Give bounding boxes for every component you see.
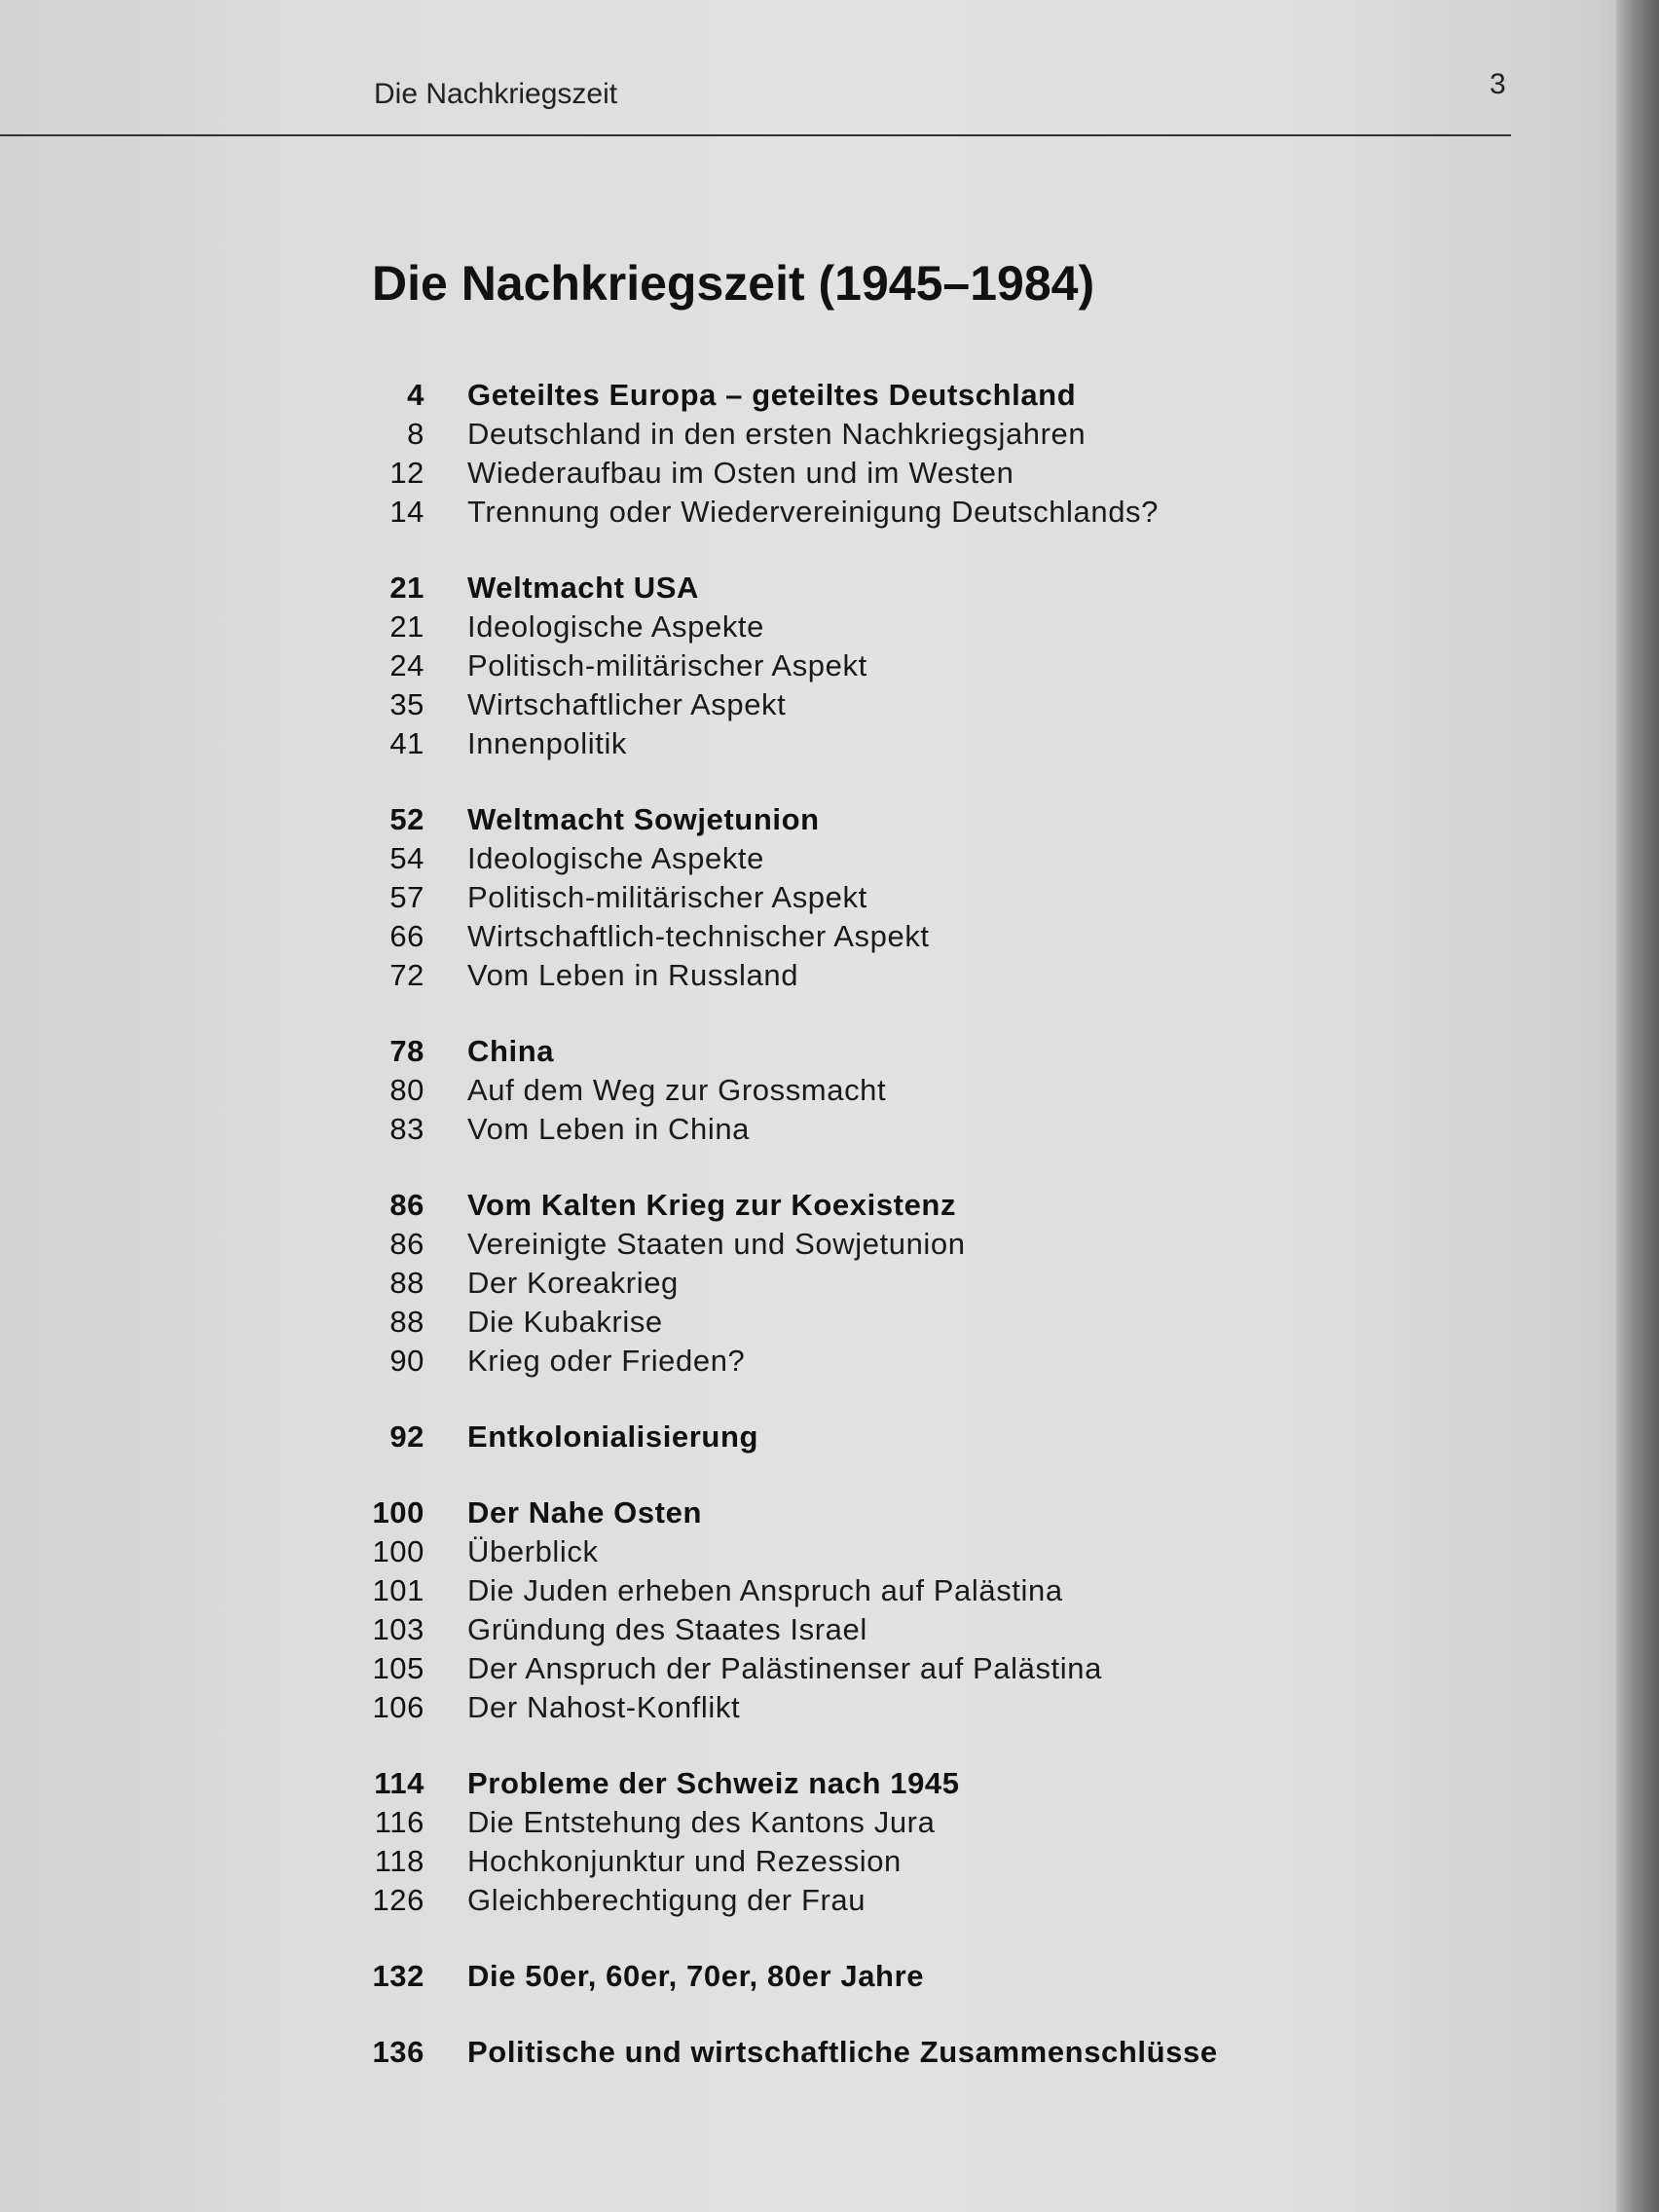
toc-entry-title: Ideologische Aspekte bbox=[467, 609, 764, 644]
toc-entry-page: 80 bbox=[389, 1073, 424, 1107]
toc-entry-page: 126 bbox=[372, 1883, 424, 1917]
toc-chapter-heading-page: 52 bbox=[389, 802, 424, 836]
toc-entry-title: Der Anspruch der Palästinenser auf Palästina bbox=[467, 1651, 1102, 1685]
toc-chapter-heading bbox=[360, 571, 1334, 609]
toc-chapter-heading-title: China bbox=[467, 1034, 555, 1068]
toc-entry-page: 103 bbox=[372, 1612, 424, 1646]
toc-section bbox=[360, 1766, 1334, 1922]
toc-chapter-heading-page: 21 bbox=[389, 571, 424, 605]
toc-section bbox=[360, 1188, 1334, 1382]
toc-entry-page: 72 bbox=[389, 958, 424, 992]
toc-entry-title: Vereinigte Staaten und Sowjetunion bbox=[467, 1227, 966, 1261]
toc-chapter-heading bbox=[360, 1959, 1334, 1998]
toc-entry-title: Hochkonjunktur und Rezession bbox=[467, 1844, 902, 1878]
toc-entry bbox=[360, 456, 1334, 495]
toc-entry-page: 24 bbox=[389, 648, 424, 682]
toc-entry bbox=[360, 880, 1334, 919]
toc-entry bbox=[360, 1805, 1334, 1844]
toc-entry-page: 90 bbox=[389, 1344, 424, 1378]
toc-entry bbox=[360, 1690, 1334, 1729]
toc-section bbox=[360, 1419, 1334, 1458]
toc-chapter-heading-page: 86 bbox=[389, 1188, 424, 1222]
toc-entry-title: Gleichberechtigung der Frau bbox=[467, 1883, 866, 1917]
toc-entry-title: Innenpolitik bbox=[467, 726, 628, 760]
toc-entry-page: 88 bbox=[389, 1305, 424, 1339]
toc-entry-page: 21 bbox=[389, 609, 424, 644]
toc-entry-title: Die Juden erheben Anspruch auf Palästina bbox=[467, 1573, 1063, 1607]
toc-chapter-heading bbox=[360, 1034, 1334, 1073]
toc-chapter-heading bbox=[360, 378, 1334, 417]
toc-entry-title: Politisch-militärischer Aspekt bbox=[467, 648, 867, 682]
toc-entry bbox=[360, 1534, 1334, 1573]
toc-entry-title: Wiederaufbau im Osten und im Westen bbox=[467, 456, 1014, 490]
toc-chapter-heading bbox=[360, 1419, 1334, 1458]
toc-entry-page: 105 bbox=[372, 1651, 424, 1685]
toc-entry-title: Der Koreakrieg bbox=[467, 1266, 679, 1300]
toc-section bbox=[360, 1495, 1334, 1729]
toc-chapter-heading-page: 4 bbox=[407, 378, 424, 412]
toc-entry-title: Wirtschaftlich-technischer Aspekt bbox=[467, 919, 930, 953]
toc-entry-page: 118 bbox=[374, 1844, 424, 1878]
toc-entry-title: Die Entstehung des Kantons Jura bbox=[467, 1805, 936, 1839]
toc-chapter-heading bbox=[360, 1188, 1334, 1227]
toc-chapter-heading-title: Weltmacht Sowjetunion bbox=[467, 802, 820, 836]
toc-entry bbox=[360, 726, 1334, 765]
toc-entry bbox=[360, 687, 1334, 726]
toc-entry-page: 101 bbox=[372, 1573, 424, 1607]
toc-entry-title: Vom Leben in Russland bbox=[467, 958, 799, 992]
toc-chapter-heading-page: 100 bbox=[372, 1495, 424, 1530]
toc-chapter-heading-page: 136 bbox=[372, 2035, 424, 2069]
toc-chapter-heading-title: Die 50er, 60er, 70er, 80er Jahre bbox=[467, 1959, 925, 1993]
page-number: 3 bbox=[1490, 68, 1506, 100]
page-title: Die Nachkriegszeit (1945–1984) bbox=[372, 256, 1095, 311]
toc-entry-page: 106 bbox=[372, 1690, 424, 1724]
toc-chapter-heading-title: Geteiltes Europa – geteiltes Deutschland bbox=[467, 378, 1077, 412]
toc-entry-title: Überblick bbox=[467, 1534, 599, 1568]
toc-entry-page: 86 bbox=[389, 1227, 424, 1261]
toc-entry bbox=[360, 417, 1334, 456]
toc-entry-title: Der Nahost-Konflikt bbox=[467, 1690, 741, 1724]
toc-chapter-heading bbox=[360, 1766, 1334, 1805]
toc-entry-title: Krieg oder Frieden? bbox=[467, 1344, 746, 1378]
toc-chapter-heading-title: Vom Kalten Krieg zur Koexistenz bbox=[467, 1188, 957, 1222]
table-of-contents bbox=[360, 378, 1334, 2111]
toc-entry bbox=[360, 841, 1334, 880]
toc-chapter-heading bbox=[360, 1495, 1334, 1534]
toc-entry-page: 100 bbox=[372, 1534, 424, 1568]
toc-entry bbox=[360, 1266, 1334, 1305]
toc-entry-title: Vom Leben in China bbox=[467, 1112, 750, 1146]
toc-entry-title: Ideologische Aspekte bbox=[467, 841, 764, 875]
toc-entry bbox=[360, 1844, 1334, 1883]
toc-entry-title: Deutschland in den ersten Nachkriegsjahren bbox=[467, 417, 1087, 451]
toc-entry bbox=[360, 609, 1334, 648]
toc-section bbox=[360, 378, 1334, 534]
toc-entry bbox=[360, 1344, 1334, 1382]
toc-entry bbox=[360, 1227, 1334, 1266]
toc-section bbox=[360, 802, 1334, 997]
toc-entry-page: 66 bbox=[389, 919, 424, 953]
toc-chapter-heading-title: Probleme der Schweiz nach 1945 bbox=[467, 1766, 960, 1800]
toc-entry bbox=[360, 1112, 1334, 1151]
toc-chapter-heading-page: 92 bbox=[389, 1419, 424, 1454]
toc-chapter-heading-title: Politische und wirtschaftliche Zusammenschlüsse bbox=[467, 2035, 1218, 2069]
toc-entry-title: Gründung des Staates Israel bbox=[467, 1612, 867, 1646]
toc-entry bbox=[360, 1651, 1334, 1690]
toc-entry-page: 8 bbox=[407, 417, 424, 451]
toc-chapter-heading bbox=[360, 2035, 1334, 2074]
toc-entry-page: 116 bbox=[374, 1805, 424, 1839]
toc-entry-page: 14 bbox=[389, 495, 424, 529]
toc-chapter-heading-page: 78 bbox=[389, 1034, 424, 1068]
toc-entry bbox=[360, 1305, 1334, 1344]
toc-entry-title: Politisch-militärischer Aspekt bbox=[467, 880, 867, 914]
toc-entry bbox=[360, 1073, 1334, 1112]
toc-chapter-heading-page: 114 bbox=[374, 1766, 424, 1800]
toc-section bbox=[360, 2035, 1334, 2074]
toc-entry-title: Wirtschaftlicher Aspekt bbox=[467, 687, 787, 721]
toc-chapter-heading bbox=[360, 802, 1334, 841]
toc-entry bbox=[360, 919, 1334, 958]
toc-chapter-heading-page: 132 bbox=[372, 1959, 424, 1993]
toc-entry-page: 57 bbox=[389, 880, 424, 914]
toc-entry-page: 35 bbox=[389, 687, 424, 721]
toc-section bbox=[360, 1034, 1334, 1151]
toc-entry-page: 83 bbox=[389, 1112, 424, 1146]
toc-section bbox=[360, 571, 1334, 765]
toc-section bbox=[360, 1959, 1334, 1998]
toc-entry bbox=[360, 648, 1334, 687]
toc-chapter-heading-title: Der Nahe Osten bbox=[467, 1495, 702, 1530]
toc-entry bbox=[360, 1573, 1334, 1612]
toc-entry bbox=[360, 1612, 1334, 1651]
toc-entry bbox=[360, 1883, 1334, 1922]
toc-entry-title: Die Kubakrise bbox=[467, 1305, 663, 1339]
toc-entry-page: 54 bbox=[389, 841, 424, 875]
page-edge-shadow bbox=[1616, 0, 1659, 2212]
toc-entry-title: Trennung oder Wiedervereinigung Deutschlands? bbox=[467, 495, 1159, 529]
toc-entry-page: 88 bbox=[389, 1266, 424, 1300]
toc-entry-title: Auf dem Weg zur Grossmacht bbox=[467, 1073, 887, 1107]
header-rule bbox=[0, 134, 1511, 136]
toc-chapter-heading-title: Weltmacht USA bbox=[467, 571, 700, 605]
toc-entry-page: 12 bbox=[389, 456, 424, 490]
running-head: Die Nachkriegszeit bbox=[374, 78, 618, 110]
toc-chapter-heading-title: Entkolonialisierung bbox=[467, 1419, 759, 1454]
toc-entry bbox=[360, 958, 1334, 997]
toc-entry bbox=[360, 495, 1334, 534]
toc-entry-page: 41 bbox=[389, 726, 424, 760]
